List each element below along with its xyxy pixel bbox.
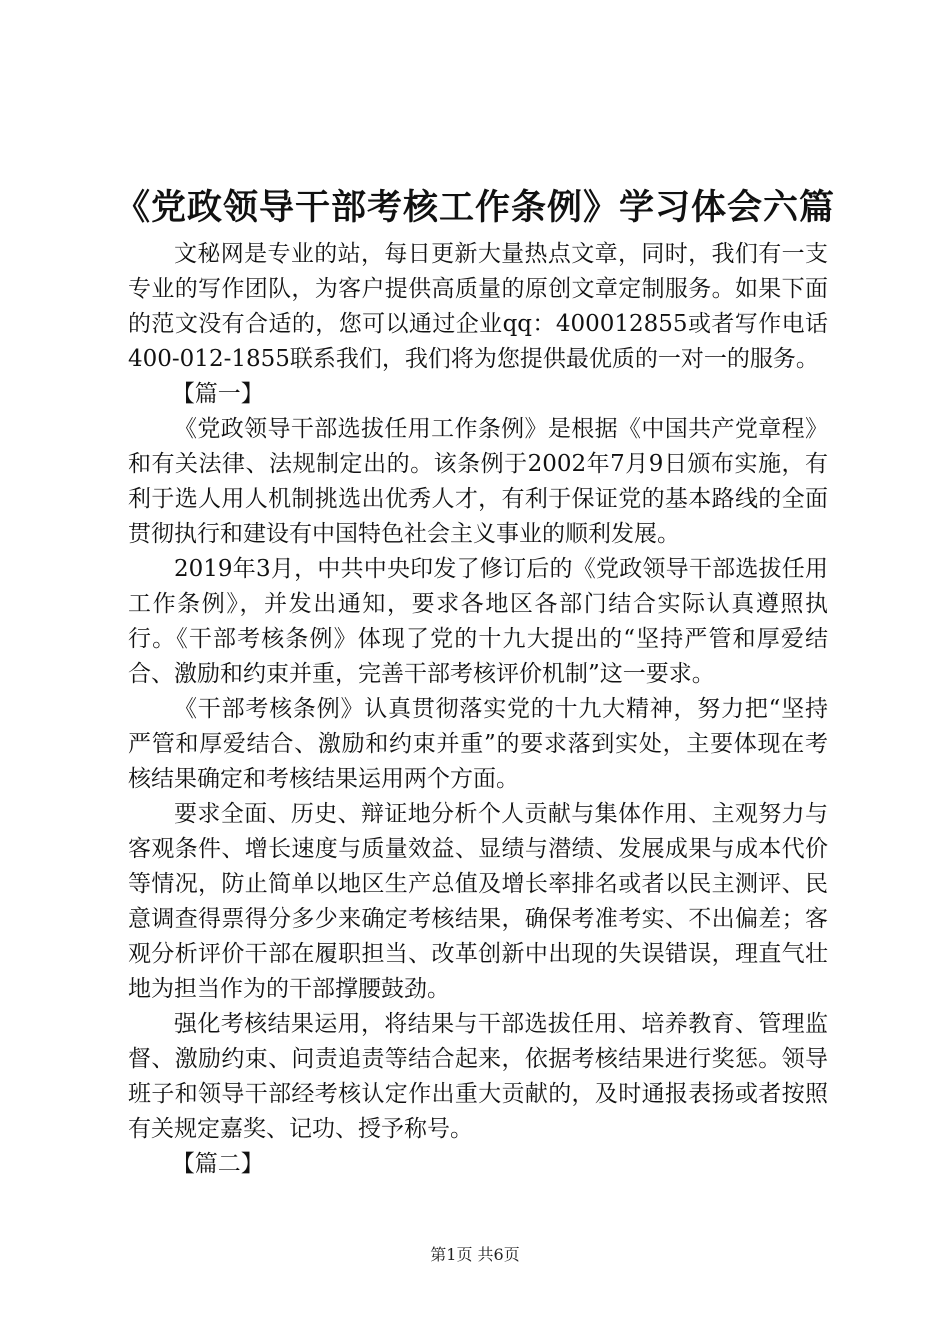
body-paragraph: 《干部考核条例》认真贯彻落实党的十九大精神，努力把“坚持严管和厚爱结合、激励和约束并重”的要求落到实处，主要体现在考核结果确定和考核结果运用两个方面。 [128,696,828,792]
section-heading-2: 【篇二】 [171,1151,264,1177]
page-footer: 第1页 共6页 [430,1245,520,1264]
document-body [128,237,828,1182]
body-paragraph: 要求全面、历史、辩证地分析个人贡献与集体作用、主观努力与客观条件、增长速度与质量效益、显绩与潜绩、发展成果与成本代价等情况，防止简单以地区生产总值及增长率排名或者以民主测评、民意调查得票得分多少来确定考核结果，确保考准考实、不出偏差；客观分析评价干部在履职担当、改革创新中出现的失误错误，理直气壮地为担当作为的干部撑腰鼓劲。 [128,801,828,1002]
document-title: 《党政领导干部考核工作条例》学习体会六篇 [114,187,835,228]
body-paragraph: 强化考核结果运用，将结果与干部选拔任用、培养教育、管理监督、激励约束、问责追责等结合起来，依据考核结果进行奖惩。领导班子和领导干部经考核认定作出重大贡献的，及时通报表扬或者按照有关规定嘉奖、记功、授予称号。 [128,1011,828,1142]
intro-paragraph: 文秘网是专业的站，每日更新大量热点文章，同时，我们有一支专业的写作团队，为客户提供高质量的原创文章定制服务。如果下面的范文没有合适的，您可以通过企业qq：400012855或者写作电话400-012-1855联系我们，我们将为您提供最优质的一对一的服务。 [128,241,828,372]
body-paragraph: 《党政领导干部选拔任用工作条例》是根据《中国共产党章程》和有关法律、法规制定出的。该条例于2002年7月9日颁布实施，有利于选人用人机制挑选出优秀人才，有利于保证党的基本路线的全面贯彻执行和建设有中国特色社会主义事业的顺利发展。 [128,416,828,547]
section-heading-1: 【篇一】 [171,381,264,407]
body-paragraph: 2019年3月，中共中央印发了修订后的《党政领导干部选拔任用工作条例》，并发出通知，要求各地区各部门结合实际认真遵照执行。《干部考核条例》体现了党的十九大提出的“坚持严管和厚爱结合、激励和约束并重，完善干部考核评价机制”这一要求。 [128,556,828,687]
